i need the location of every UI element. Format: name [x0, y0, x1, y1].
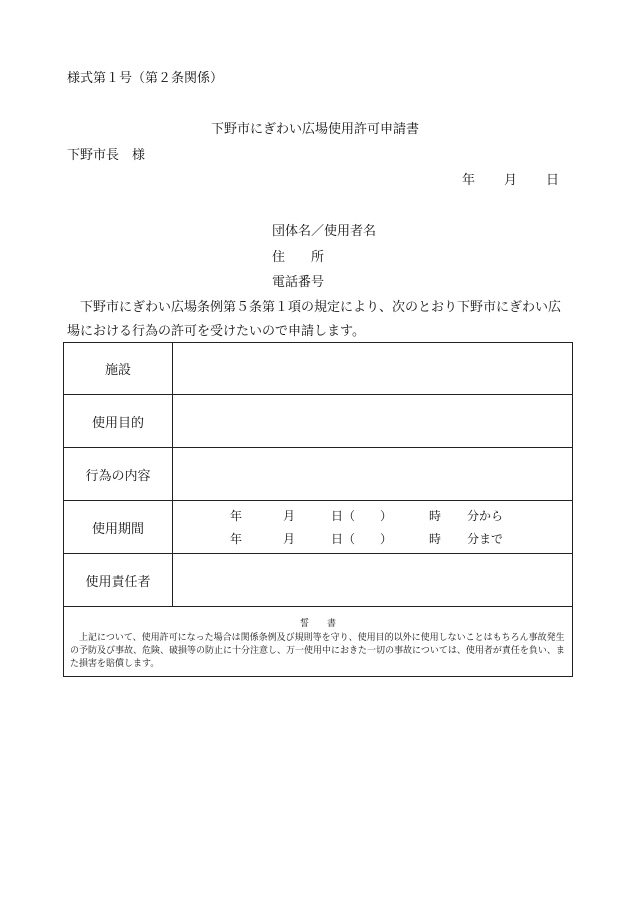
application-table: [63, 342, 573, 677]
period-to-hour: 時: [429, 532, 442, 546]
applicant-phone-label: 電話番号: [272, 275, 325, 290]
period-label: 使用期間: [64, 501, 173, 554]
page-title: 下野市にぎわい広場使用許可申請書: [210, 122, 419, 137]
oath-cell: [64, 607, 573, 677]
intro-text: 下野市にぎわい広場条例第５条第１項の規定により、次のとおり下野市にぎわい広場における行為の許可を受けたいので申請します。: [67, 300, 562, 339]
table-row-activity: [64, 448, 573, 501]
responsible-field[interactable]: [173, 554, 573, 607]
period-to-year: 年: [230, 532, 243, 546]
period-to-month: 月: [283, 532, 296, 546]
period-from-paren: ）: [380, 509, 393, 523]
date-month-label: 月: [504, 173, 518, 188]
facility-field[interactable]: [173, 343, 573, 395]
date-year-label: 年: [462, 173, 476, 188]
responsible-label: 使用責任者: [64, 554, 173, 607]
oath-title: 誓 書: [299, 619, 336, 629]
activity-field[interactable]: [173, 448, 573, 501]
table-row-oath: [64, 607, 573, 677]
oath-text: 上記について、使用許可になった場合は関係条例及び規則等を守り、使用目的以外に使用しないことはもちろん事故発生の予防及び事故、危険、破損等の防止に十分注意し、万一使用中におきた一切の事故については、使用者が責任を負い、また損害を賠償します。: [70, 633, 565, 669]
period-lines: [173, 501, 572, 553]
period-from-minute: 分から: [467, 509, 504, 523]
period-field[interactable]: [173, 501, 573, 554]
form-number: 様式第１号（第２条関係）: [67, 71, 224, 86]
intro-paragraph: [67, 296, 572, 344]
date-row: [462, 169, 559, 188]
oath-body: [64, 629, 572, 671]
table-row-responsible: [64, 554, 573, 607]
period-from-year: 年: [230, 509, 243, 523]
applicant-address-label: 住 所: [272, 250, 325, 265]
applicant-name-label: 団体名／使用者名: [272, 224, 377, 239]
period-from-hour: 時: [429, 509, 442, 523]
period-from-month: 月: [283, 509, 296, 523]
period-to-paren: ）: [380, 532, 393, 546]
table-row-period: [64, 501, 573, 554]
purpose-label: 使用目的: [64, 395, 173, 448]
facility-label: 施設: [64, 343, 173, 395]
addressee: 下野市長 様: [67, 148, 146, 163]
period-to-minute: 分まで: [467, 532, 504, 546]
purpose-field[interactable]: [173, 395, 573, 448]
table-row-purpose: [64, 395, 573, 448]
table-row-facility: [64, 343, 573, 395]
activity-label: 行為の内容: [64, 448, 173, 501]
date-day-label: 日: [546, 173, 560, 188]
period-to-day: 日（: [331, 532, 356, 546]
period-from-day: 日（: [331, 509, 356, 523]
